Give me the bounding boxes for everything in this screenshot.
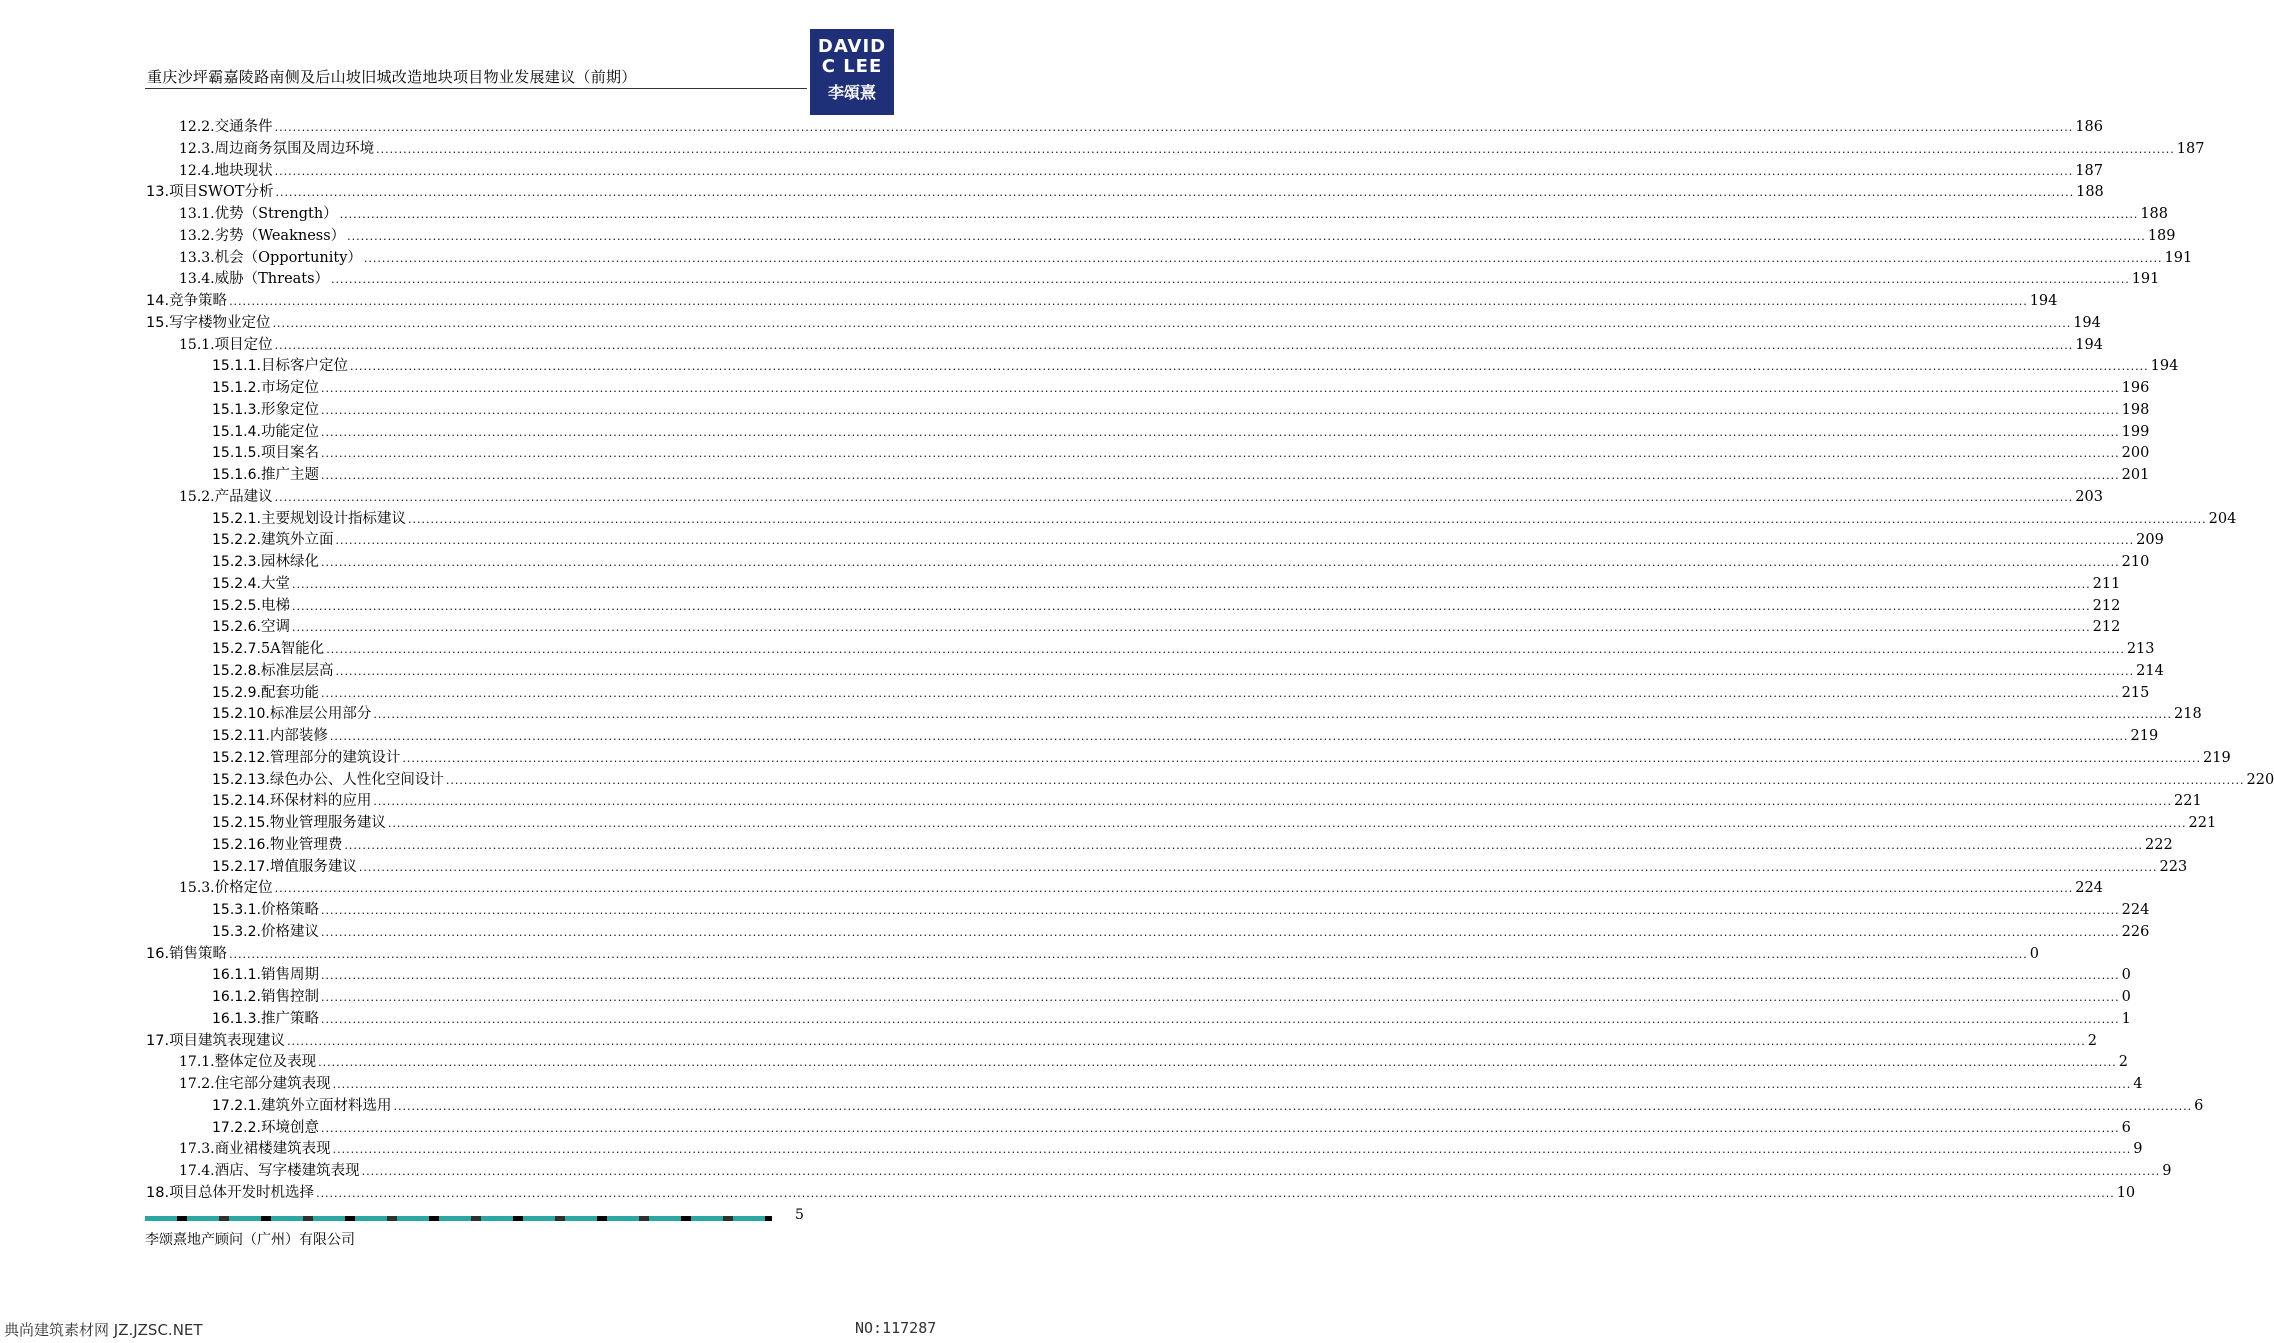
- toc-leader-dots: ................................................................................................................................................................................................................................................................................................................................................................................................................: [335, 534, 2135, 548]
- toc-leader-dots: ................................................................................................................................................................................................................................................................................................................................................................................................................: [332, 1143, 2132, 1157]
- toc-entry[interactable]: [146, 944, 2039, 964]
- toc-entry-number: 15.2.16.: [212, 836, 270, 853]
- toc-entry[interactable]: [212, 791, 2202, 811]
- toc-entry-title: 交通条件: [214, 119, 273, 135]
- toc-entry-title: 标准层公用部分: [269, 706, 372, 723]
- toc-entry-title: 价格定位: [214, 880, 273, 897]
- toc-entry-page: 187: [2176, 140, 2205, 157]
- toc-entry[interactable]: [212, 596, 2121, 616]
- toc-entry-number: 15.2.12.: [212, 749, 270, 766]
- toc-entry-title: 配套功能: [260, 684, 319, 701]
- toc-leader-dots: ................................................................................................................................................................................................................................................................................................................................................................................................................: [373, 795, 2173, 809]
- toc-entry-number: 15.: [146, 314, 170, 331]
- toc-leader-dots: ................................................................................................................................................................................................................................................................................................................................................................................................................: [318, 1056, 2117, 1070]
- toc-entry-number: 16.: [146, 945, 170, 962]
- toc-entry-number: 15.2.3.: [212, 554, 261, 570]
- toc-entry[interactable]: [212, 1009, 2131, 1029]
- toc-entry-title: 项目案名: [260, 445, 319, 462]
- toc-entry-title: 建筑外立面: [260, 532, 334, 549]
- toc-entry-page: 212: [2092, 597, 2121, 614]
- toc-entry-number: 15.1.4.: [212, 423, 261, 440]
- toc-leader-dots: ................................................................................................................................................................................................................................................................................................................................................................................................................: [320, 1121, 2120, 1135]
- toc-leader-dots: ................................................................................................................................................................................................................................................................................................................................................................................................................: [373, 708, 2173, 722]
- toc-entry[interactable]: [212, 617, 2121, 637]
- toc-entry-number: 18.: [146, 1184, 170, 1201]
- toc-entry-title: 标准层层高: [260, 662, 334, 679]
- toc-entry[interactable]: [212, 465, 2150, 485]
- toc-entry-page: 210: [2121, 554, 2150, 570]
- toc-entry-title: 周边商务氛围及周边环境: [214, 140, 375, 157]
- toc-entry[interactable]: [212, 726, 2159, 746]
- toc-entry-title: 住宅部分建筑表现: [214, 1076, 331, 1092]
- toc-entry-title: 机会（Opportunity）: [214, 249, 362, 266]
- toc-entry-title: 推广主题: [260, 467, 319, 483]
- toc-entry-title: 产品建议: [214, 488, 273, 505]
- toc-entry-page: 204: [2208, 510, 2237, 527]
- toc-entry-number: 15.2.4.: [212, 575, 261, 592]
- toc-entry-number: 12.3.: [179, 140, 215, 157]
- company-logo: [810, 29, 894, 115]
- toc-entry[interactable]: [212, 683, 2150, 703]
- toc-entry[interactable]: [179, 335, 2103, 355]
- toc-entry-title: 劣势（Weakness）: [214, 227, 346, 244]
- footer-bar: [145, 1216, 772, 1221]
- toc-entry-page: 1: [2121, 1010, 2131, 1027]
- toc-entry-title: 写字楼物业定位: [169, 314, 271, 331]
- toc-entry-number: 17.: [146, 1032, 170, 1049]
- toc-entry[interactable]: [179, 204, 2169, 224]
- header-rule: [145, 88, 807, 89]
- toc-leader-dots: ................................................................................................................................................................................................................................................................................................................................................................................................................: [349, 360, 2149, 374]
- toc-entry-page: 194: [2073, 314, 2101, 331]
- toc-entry-page: 201: [2121, 467, 2150, 483]
- toc-entry-number: 13.2.: [179, 227, 215, 244]
- toc-entry[interactable]: [212, 900, 2150, 920]
- toc-entry-number: 15.2.11.: [212, 728, 270, 744]
- toc-entry[interactable]: [212, 356, 2179, 376]
- toc-entry[interactable]: [212, 422, 2150, 442]
- toc-entry[interactable]: [179, 1074, 2143, 1094]
- toc-entry-title: 威胁（Threats）: [214, 271, 330, 288]
- toc-entry-number: 17.3.: [179, 1141, 215, 1158]
- toc-leader-dots: ................................................................................................................................................................................................................................................................................................................................................................................................................: [320, 904, 2120, 917]
- logo-line-1: DAVID: [817, 36, 887, 57]
- toc-entry-page: 186: [2075, 119, 2103, 135]
- toc-leader-dots: ................................................................................................................................................................................................................................................................................................................................................................................................................: [320, 447, 2120, 461]
- toc-entry-title: 环境创意: [260, 1119, 319, 1136]
- toc-entry-title: 电梯: [260, 597, 290, 614]
- toc-entry[interactable]: [179, 1139, 2143, 1159]
- toc-entry-title: 功能定位: [260, 423, 319, 440]
- toc-entry[interactable]: [179, 269, 2160, 289]
- toc-entry-page: 0: [2121, 989, 2131, 1005]
- toc-entry-title: 内部装修: [269, 728, 328, 744]
- toc-entry-title: 酒店、写字楼建筑表现: [214, 1163, 360, 1179]
- toc-entry-title: 物业管理费: [269, 836, 343, 853]
- toc-entry-page: 194: [2150, 358, 2179, 375]
- toc-entry[interactable]: [212, 835, 2173, 855]
- toc-entry[interactable]: [212, 922, 2150, 942]
- toc-leader-dots: ................................................................................................................................................................................................................................................................................................................................................................................................................: [272, 316, 2072, 330]
- toc-entry-title: 空调: [260, 619, 290, 636]
- toc-leader-dots: ................................................................................................................................................................................................................................................................................................................................................................................................................: [320, 382, 2120, 395]
- toc-entry-page: 203: [2075, 488, 2103, 505]
- toc-entry-number: 15.3.1.: [212, 902, 261, 918]
- toc-entry[interactable]: [179, 248, 2193, 268]
- toc-entry-number: 15.2.13.: [212, 771, 270, 788]
- toc-entry-page: 222: [2145, 836, 2173, 853]
- toc-entry-page: 2: [2118, 1054, 2128, 1071]
- toc-entry-title: 形象定位: [260, 401, 319, 418]
- toc-entry-number: 17.2.1.: [212, 1097, 261, 1114]
- toc-entry-title: 管理部分的建筑设计: [269, 749, 401, 766]
- logo-line-2: C LEE: [821, 56, 883, 77]
- toc-entry-page: 191: [2131, 271, 2160, 288]
- toc-leader-dots: ................................................................................................................................................................................................................................................................................................................................................................................................................: [320, 991, 2120, 1004]
- toc-entry-title: 主要规划设计指标建议: [260, 510, 406, 527]
- toc-entry[interactable]: [146, 291, 2058, 311]
- toc-entry[interactable]: [179, 878, 2103, 898]
- toc-entry-title: 项目总体开发时机选择: [169, 1184, 315, 1201]
- toc-entry[interactable]: [146, 1183, 2136, 1203]
- toc-leader-dots: ................................................................................................................................................................................................................................................................................................................................................................................................................: [332, 1078, 2132, 1091]
- toc-entry-page: 224: [2075, 880, 2103, 897]
- toc-entry-page: 211: [2092, 575, 2121, 592]
- toc-entry[interactable]: [212, 509, 2237, 529]
- toc-entry-number: 15.1.2.: [212, 380, 261, 396]
- toc-entry-page: 215: [2121, 684, 2150, 701]
- toc-entry[interactable]: [212, 813, 2217, 833]
- toc-leader-dots: ................................................................................................................................................................................................................................................................................................................................................................................................................: [331, 273, 2130, 287]
- toc-entry-number: 13.1.: [179, 206, 215, 222]
- toc-leader-dots: ................................................................................................................................................................................................................................................................................................................................................................................................................: [358, 860, 2158, 874]
- toc-entry-page: 221: [2174, 793, 2202, 810]
- toc-entry-number: 15.2.9.: [212, 684, 261, 701]
- toc-leader-dots: ................................................................................................................................................................................................................................................................................................................................................................................................................: [320, 686, 2120, 700]
- toc-entry[interactable]: [212, 704, 2202, 724]
- toc-entry-number: 17.1.: [179, 1054, 215, 1071]
- toc-leader-dots: ................................................................................................................................................................................................................................................................................................................................................................................................................: [274, 490, 2074, 504]
- toc-entry-page: 218: [2174, 706, 2202, 723]
- watermark-right: NO:117287: [855, 1319, 937, 1337]
- toc-leader-dots: ................................................................................................................................................................................................................................................................................................................................................................................................................: [320, 1012, 2120, 1026]
- toc-entry[interactable]: [212, 552, 2150, 572]
- footer-company: 李颂熹地产顾问（广州）有限公司: [145, 1232, 355, 1248]
- toc-leader-dots: ................................................................................................................................................................................................................................................................................................................................................................................................................: [229, 295, 2028, 308]
- toc-entry[interactable]: [212, 857, 2188, 877]
- toc-entry-title: 整体定位及表现: [214, 1054, 317, 1071]
- toc-leader-dots: ................................................................................................................................................................................................................................................................................................................................................................................................................: [316, 1186, 2115, 1200]
- toc-entry-number: 13.: [146, 184, 170, 201]
- toc-entry-page: 224: [2121, 902, 2150, 918]
- toc-entry-number: 15.2.14.: [212, 793, 270, 810]
- toc-entry-page: 219: [2130, 728, 2159, 744]
- toc-leader-dots: ................................................................................................................................................................................................................................................................................................................................................................................................................: [275, 186, 2075, 200]
- toc-entry-page: 188: [2076, 184, 2104, 201]
- toc-entry-title: 大堂: [260, 575, 290, 592]
- toc-entry-number: 15.2.17.: [212, 858, 270, 875]
- toc-entry-title: 销售策略: [169, 945, 228, 962]
- toc-leader-dots: ................................................................................................................................................................................................................................................................................................................................................................................................................: [402, 751, 2202, 765]
- toc-entry-title: 销售控制: [260, 989, 319, 1005]
- toc-entry-number: 12.4.: [179, 162, 215, 179]
- toc-entry[interactable]: [212, 530, 2164, 550]
- toc-entry-title: 项目建筑表现建议: [169, 1032, 286, 1049]
- toc-entry-page: 6: [2194, 1097, 2204, 1114]
- toc-entry-title: 价格建议: [260, 923, 319, 940]
- toc-entry-page: 189: [2147, 227, 2176, 244]
- header-title: 重庆沙坪霸嘉陵路南侧及后山坡旧城改造地块项目物业发展建议（前期）: [147, 68, 637, 86]
- toc-leader-dots: ................................................................................................................................................................................................................................................................................................................................................................................................................: [274, 164, 2074, 178]
- toc-entry-number: 17.2.2.: [212, 1119, 261, 1136]
- toc-entry-number: 15.2.1.: [212, 510, 261, 527]
- toc-entry[interactable]: [146, 313, 2101, 333]
- toc-leader-dots: ................................................................................................................................................................................................................................................................................................................................................................................................................: [344, 838, 2144, 852]
- toc-entry-title: 5A智能化: [260, 641, 325, 657]
- toc-entry-title: 环保材料的应用: [269, 793, 372, 810]
- toc-entry-page: 187: [2075, 162, 2103, 179]
- toc-entry-page: 0: [2029, 945, 2039, 962]
- toc-leader-dots: ................................................................................................................................................................................................................................................................................................................................................................................................................: [320, 969, 2120, 983]
- toc-entry-number: 17.4.: [179, 1163, 215, 1179]
- toc-entry[interactable]: [179, 139, 2205, 159]
- toc-entry-page: 199: [2121, 423, 2150, 440]
- toc-leader-dots: ................................................................................................................................................................................................................................................................................................................................................................................................................: [274, 882, 2074, 896]
- toc-leader-dots: ................................................................................................................................................................................................................................................................................................................................................................................................................: [274, 338, 2074, 352]
- toc-entry-number: 15.1.5.: [212, 445, 261, 462]
- toc-entry-number: 15.2.6.: [212, 619, 261, 636]
- toc-leader-dots: ................................................................................................................................................................................................................................................................................................................................................................................................................: [347, 229, 2146, 243]
- toc-entry-number: 15.2.2.: [212, 532, 261, 549]
- toc-entry-title: 推广策略: [260, 1010, 319, 1027]
- toc-leader-dots: ................................................................................................................................................................................................................................................................................................................................................................................................................: [329, 730, 2129, 743]
- toc-entry-title: 竞争策略: [169, 293, 228, 309]
- toc-entry-number: 13.3.: [179, 249, 215, 266]
- toc-entry-title: 目标客户定位: [260, 358, 348, 375]
- toc-entry-number: 15.2.8.: [212, 662, 261, 679]
- toc-leader-dots: ................................................................................................................................................................................................................................................................................................................................................................................................................: [326, 643, 2125, 656]
- toc-entry-number: 15.1.1.: [212, 358, 261, 375]
- toc-entry[interactable]: [212, 1118, 2131, 1138]
- toc-entry-page: 214: [2136, 662, 2164, 679]
- toc-entry[interactable]: [212, 661, 2164, 681]
- toc-entry[interactable]: [212, 639, 2155, 659]
- toc-entry-page: 223: [2159, 858, 2188, 875]
- toc-entry-number: 14.: [146, 293, 170, 309]
- toc-entry-page: 220: [2246, 771, 2274, 788]
- toc-entry-number: 15.3.2.: [212, 923, 261, 940]
- watermark-left: 典尚建筑素材网 JZ.JZSC.NET: [4, 1321, 203, 1339]
- toc-entry-page: 226: [2121, 923, 2150, 940]
- toc-leader-dots: ................................................................................................................................................................................................................................................................................................................................................................................................................: [445, 773, 2245, 787]
- toc-entry-title: 商业裙楼建筑表现: [214, 1141, 331, 1158]
- toc-entry[interactable]: [146, 182, 2104, 202]
- toc-leader-dots: ................................................................................................................................................................................................................................................................................................................................................................................................................: [393, 1099, 2193, 1113]
- toc-leader-dots: ................................................................................................................................................................................................................................................................................................................................................................................................................: [320, 403, 2120, 417]
- toc-leader-dots: ................................................................................................................................................................................................................................................................................................................................................................................................................: [291, 621, 2091, 635]
- toc-leader-dots: ................................................................................................................................................................................................................................................................................................................................................................................................................: [320, 925, 2120, 939]
- toc-leader-dots: ................................................................................................................................................................................................................................................................................................................................................................................................................: [363, 251, 2163, 265]
- toc-leader-dots: ................................................................................................................................................................................................................................................................................................................................................................................................................: [274, 121, 2074, 134]
- toc-entry-number: 15.2.10.: [212, 706, 270, 723]
- toc-entry-page: 194: [2029, 293, 2058, 309]
- toc-entry-page: 200: [2121, 445, 2150, 462]
- toc-entry-number: 13.4.: [179, 271, 215, 288]
- toc-entry[interactable]: [212, 443, 2150, 463]
- toc-entry-number: 17.2.: [179, 1076, 215, 1092]
- toc-entry-page: 9: [2133, 1141, 2143, 1158]
- toc-leader-dots: ................................................................................................................................................................................................................................................................................................................................................................................................................: [320, 469, 2120, 482]
- toc-entry-number: 15.2.15.: [212, 815, 270, 831]
- toc-entry-page: 212: [2092, 619, 2121, 636]
- toc-entry-title: 项目定位: [214, 336, 273, 353]
- toc-entry-page: 209: [2136, 532, 2164, 549]
- toc-entry[interactable]: [179, 1052, 2128, 1072]
- toc-leader-dots: ................................................................................................................................................................................................................................................................................................................................................................................................................: [320, 556, 2120, 569]
- toc-entry[interactable]: [179, 117, 2103, 137]
- page-number: 5: [795, 1207, 804, 1223]
- toc-leader-dots: ................................................................................................................................................................................................................................................................................................................................................................................................................: [376, 142, 2175, 156]
- toc-leader-dots: ................................................................................................................................................................................................................................................................................................................................................................................................................: [339, 208, 2139, 221]
- toc-entry-number: 15.2.: [179, 488, 215, 505]
- toc-entry[interactable]: [212, 965, 2131, 985]
- toc-entry-title: 市场定位: [260, 380, 319, 396]
- toc-entry-number: 16.1.2.: [212, 989, 261, 1005]
- toc-entry-title: 绿色办公、人性化空间设计: [269, 771, 444, 788]
- toc-leader-dots: ................................................................................................................................................................................................................................................................................................................................................................................................................: [291, 577, 2091, 591]
- toc-entry-page: 196: [2121, 380, 2150, 396]
- toc-leader-dots: ................................................................................................................................................................................................................................................................................................................................................................................................................: [335, 664, 2135, 678]
- toc-entry-number: 12.2.: [179, 119, 215, 135]
- toc-entry-number: 15.3.: [179, 880, 215, 897]
- toc-entry[interactable]: [212, 770, 2274, 790]
- toc-entry-page: 10: [2116, 1184, 2136, 1201]
- toc-leader-dots: ................................................................................................................................................................................................................................................................................................................................................................................................................: [361, 1165, 2161, 1178]
- toc-entry[interactable]: [146, 1031, 2097, 1051]
- toc-entry[interactable]: [212, 1096, 2204, 1116]
- toc-leader-dots: ................................................................................................................................................................................................................................................................................................................................................................................................................: [287, 1034, 2086, 1048]
- toc-entry-title: 园林绿化: [260, 554, 319, 570]
- toc-entry-title: 物业管理服务建议: [269, 815, 386, 831]
- toc-entry-number: 15.1.3.: [212, 401, 261, 418]
- toc-leader-dots: ................................................................................................................................................................................................................................................................................................................................................................................................................: [320, 425, 2120, 439]
- toc-entry-page: 213: [2126, 641, 2155, 657]
- toc-entry-title: 销售周期: [260, 967, 319, 984]
- toc-leader-dots: ................................................................................................................................................................................................................................................................................................................................................................................................................: [229, 947, 2028, 961]
- toc-entry-number: 15.1.6.: [212, 467, 261, 483]
- logo-line-3: 李頌熹: [827, 83, 876, 102]
- toc-entry[interactable]: [179, 161, 2103, 181]
- toc-entry-page: 194: [2075, 336, 2103, 353]
- toc-entry-page: 9: [2162, 1163, 2172, 1179]
- toc-entry-title: 建筑外立面材料选用: [260, 1097, 392, 1114]
- toc-entry-page: 2: [2087, 1032, 2097, 1049]
- toc-entry-page: 221: [2188, 815, 2217, 831]
- toc-entry-page: 188: [2140, 206, 2169, 222]
- toc-entry-number: 15.1.: [179, 336, 215, 353]
- toc-entry-page: 191: [2164, 249, 2193, 266]
- toc-entry-title: 价格策略: [260, 902, 319, 918]
- toc-entry-title: 地块现状: [214, 162, 273, 179]
- toc-entry[interactable]: [179, 487, 2103, 507]
- toc-leader-dots: ................................................................................................................................................................................................................................................................................................................................................................................................................: [291, 599, 2091, 613]
- toc-entry-number: 15.2.5.: [212, 597, 261, 614]
- toc-entry[interactable]: [179, 226, 2176, 246]
- toc-entry-page: 219: [2203, 749, 2231, 766]
- toc-entry-page: 6: [2121, 1119, 2131, 1136]
- toc-entry[interactable]: [212, 574, 2121, 594]
- toc-entry-page: 198: [2121, 401, 2150, 418]
- toc-entry[interactable]: [179, 1161, 2172, 1181]
- toc-entry-number: 16.1.3.: [212, 1010, 261, 1027]
- toc-entry[interactable]: [212, 748, 2231, 768]
- toc-leader-dots: ................................................................................................................................................................................................................................................................................................................................................................................................................: [387, 817, 2187, 830]
- toc-entry-number: 15.2.7.: [212, 641, 261, 657]
- toc-entry-page: 0: [2121, 967, 2131, 984]
- toc-entry[interactable]: [212, 987, 2131, 1007]
- toc-entry-title: 增值服务建议: [269, 858, 357, 875]
- toc-entry-page: 4: [2133, 1076, 2143, 1092]
- toc-entry[interactable]: [212, 400, 2150, 420]
- toc-entry[interactable]: [212, 378, 2150, 398]
- toc-entry-title: 优势（Strength）: [214, 206, 338, 222]
- toc-leader-dots: ................................................................................................................................................................................................................................................................................................................................................................................................................: [407, 512, 2207, 526]
- toc-entry-title: 项目SWOT分析: [169, 184, 274, 201]
- toc-entry-number: 16.1.1.: [212, 967, 261, 984]
